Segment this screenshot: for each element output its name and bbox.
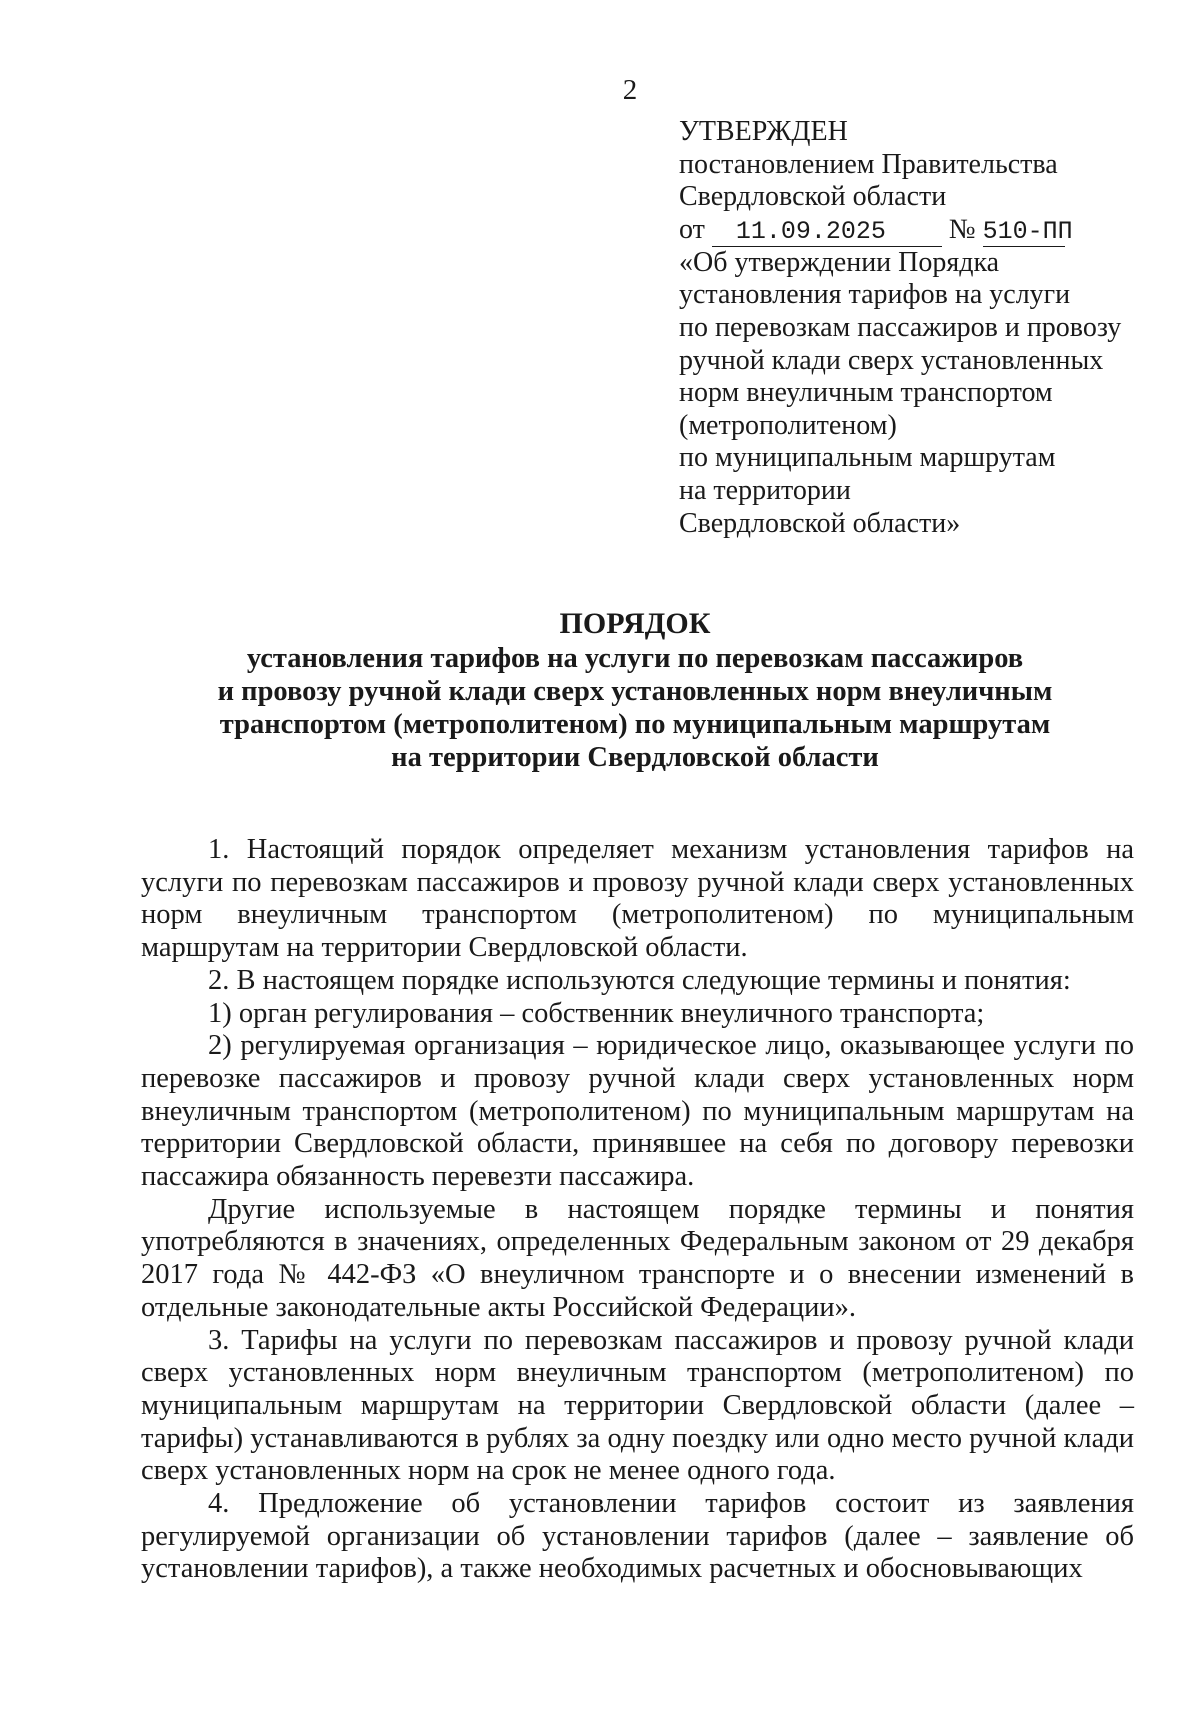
approval-line: Свердловской области	[679, 181, 947, 213]
date-prefix: от	[679, 213, 705, 245]
paragraph: 3. Тарифы на услуги по перевозкам пассажиров и провозу ручной клади сверх установленных норм внеуличным транспортом (метрополитеном) по муниципальным маршрутам на территории Свердловской области (далее – тарифы) устанавливаются в рублях за одну поездку или одно место ручной клади сверх установленных норм на срок не менее одного года.	[141, 1324, 1134, 1487]
document-title-block	[0, 607, 1200, 774]
approval-block	[679, 116, 1149, 540]
approval-title-line: (метрополитеном)	[679, 409, 897, 441]
page-number: 2	[622, 74, 638, 106]
approval-title-line: Свердловской области»	[679, 507, 961, 539]
paragraph: 4. Предложение об установлении тарифов состоит из заявления регулируемой организации об установлении тарифов (далее – заявление об установлении тарифов), а также необходимых расчетных и обосновывающих	[141, 1488, 1134, 1585]
document-subtitle-line: транспортом (метрополитеном) по муниципальным маршрутам	[219, 709, 1051, 740]
approval-title-line: норм внеуличным транспортом	[679, 377, 1053, 409]
paragraph: 1) орган регулирования – собственник внеуличного транспорта;	[208, 997, 985, 1029]
approval-date-number-line	[679, 214, 1149, 247]
document-subtitle-line: и провозу ручной клади сверх установленных норм внеуличным	[217, 676, 1053, 707]
paragraph: 2) регулируемая организация – юридическое лицо, оказывающее услуги по перевозке пассажиров и провозу ручной клади сверх установленных норм внеуличным транспортом (метрополитеном) по муниципальным маршрутам на территории Свердловской области, принявшее на себя по договору перевозки пассажира обязанность перевезти пассажира.	[141, 1030, 1134, 1193]
approval-title-line: «Об утверждении Порядка	[679, 246, 1000, 278]
document-body	[141, 834, 1134, 1586]
approval-title-line: по муниципальным маршрутам	[679, 442, 1056, 474]
approval-title-line: на территории	[679, 474, 851, 506]
paragraph: 1. Настоящий порядок определяет механизм установления тарифов на услуги по перевозкам пассажиров и провозу ручной клади сверх установленных норм внеуличным транспортом (метрополитеном) по муниципальным маршрутам на территории Свердловской области.	[141, 834, 1134, 964]
document-subtitle-line: установления тарифов на услуги по перевозкам пассажиров	[246, 643, 1024, 674]
approval-number: 510-ПП	[982, 216, 1073, 246]
approval-date: 11.09.2025	[712, 218, 942, 247]
approval-line: постановлением Правительства	[679, 148, 1058, 180]
approval-title-line: установления тарифов на услуги	[679, 279, 1071, 311]
document-subtitle-line: на территории Свердловской области	[391, 742, 879, 773]
approval-title-line: ручной клади сверх установленных	[679, 344, 1104, 376]
document-title: ПОРЯДОК	[559, 607, 711, 640]
number-prefix: №	[948, 213, 976, 245]
paragraph: 2. В настоящем порядке используются следующие термины и понятия:	[208, 964, 1071, 996]
approval-title-line: по перевозкам пассажиров и провозу	[679, 311, 1122, 343]
approval-status: УТВЕРЖДЕН	[679, 116, 848, 147]
paragraph: Другие используемые в настоящем порядке термины и понятия употребляются в значениях, определенных Федеральным законом от 29 декабря 2017 года № 442-ФЗ «О внеуличном транспорте и о внесении изменений в отдельные законодательные акты Российской Федерации».	[141, 1193, 1134, 1323]
